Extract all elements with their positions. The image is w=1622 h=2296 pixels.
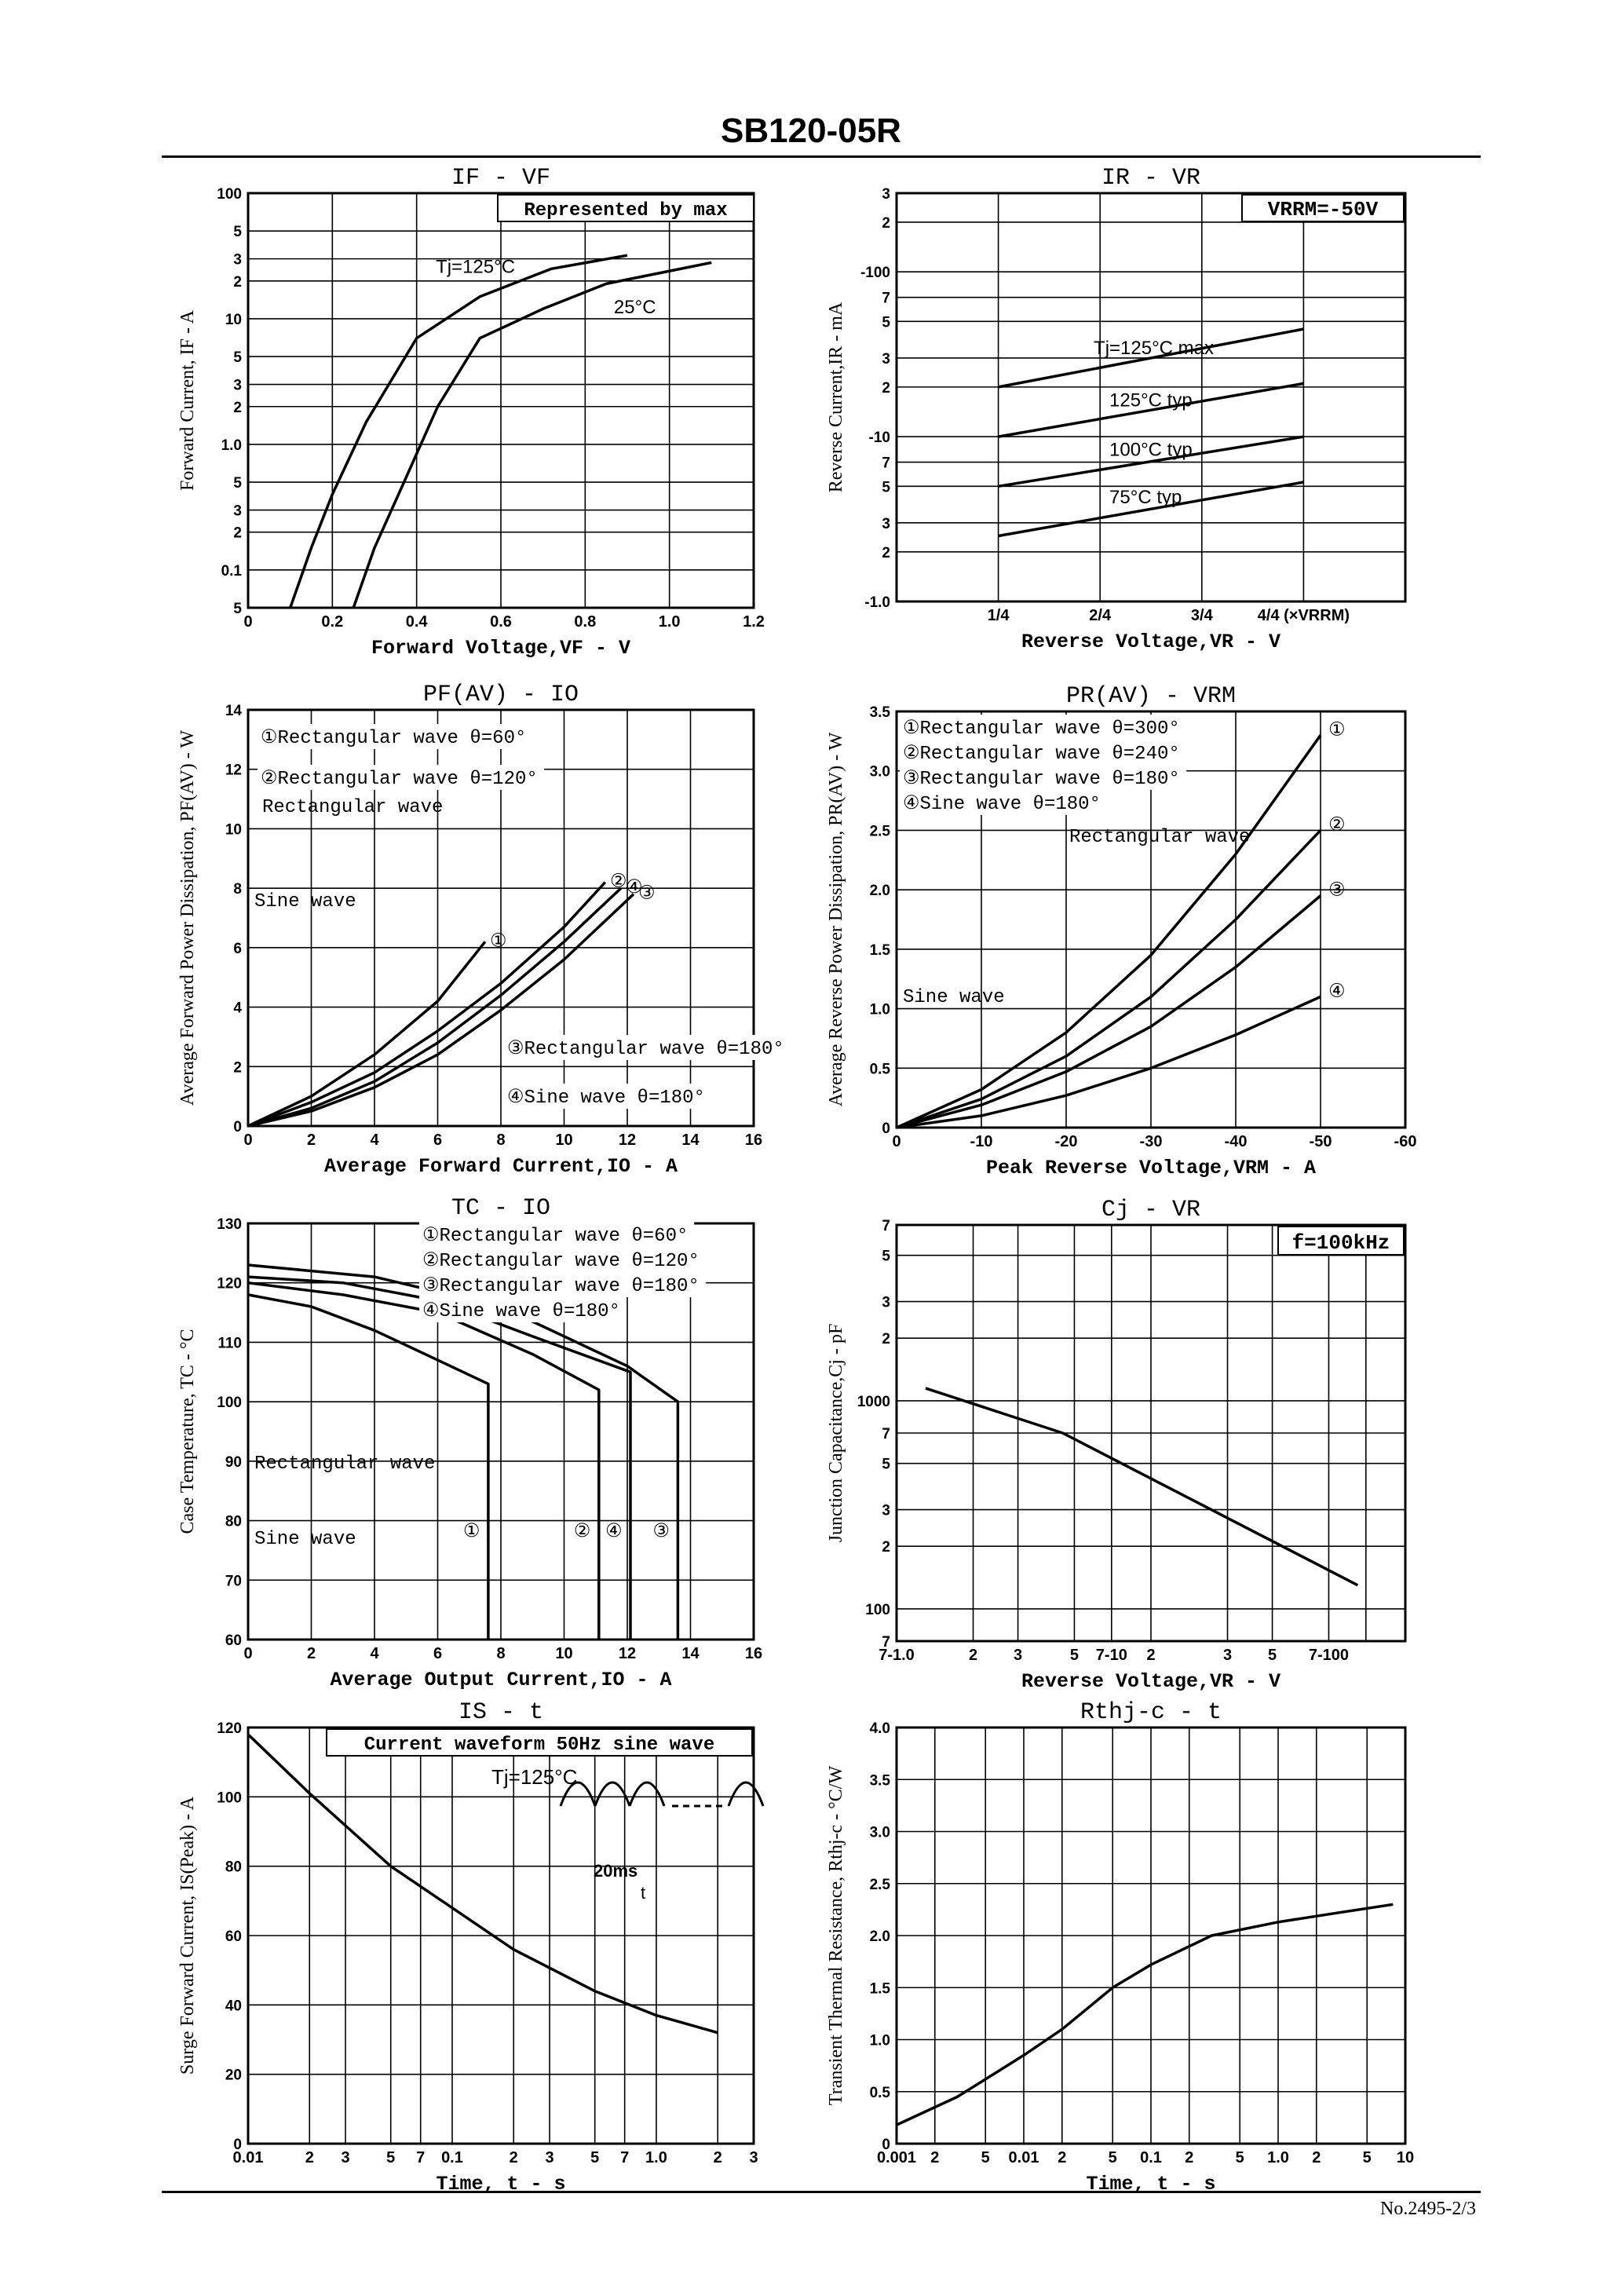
page-title: SB120-05R (721, 112, 901, 150)
x-tick-label: 6 (433, 1645, 443, 1662)
x-tick-label: 2 (1146, 1647, 1156, 1664)
y-tick-label: 3 (233, 251, 242, 269)
x-tick-label: 0 (892, 1133, 901, 1150)
y-tick-label: 3 (882, 1294, 890, 1311)
annotation-box-label: Current waveform 50Hz sine wave (363, 1735, 715, 1756)
annotation-box-label: f=100kHz (1291, 1231, 1390, 1255)
series-label: 100°C typ (1109, 439, 1193, 461)
series-label: ③ (1328, 879, 1346, 901)
y-tick-label: 120 (217, 1720, 242, 1737)
x-tick-label: 7-10 (1095, 1647, 1127, 1664)
series-label: ① (1328, 718, 1346, 740)
x-tick-label: -60 (1394, 1133, 1417, 1150)
x-tick-label: 3 (545, 2149, 554, 2166)
series-label: 125°C typ (1109, 389, 1193, 411)
y-tick-label: 3 (882, 1502, 890, 1519)
y-tick-label: 5 (233, 475, 242, 492)
series-label: 25°C (613, 297, 656, 319)
document-number: No.2495-2/3 (1380, 2199, 1476, 2219)
y-tick-label: 3.5 (869, 704, 890, 721)
series-label: 75°C typ (1109, 487, 1182, 509)
y-axis-label: Forward Current, IF - A (177, 310, 198, 491)
annotation-tj: Tj=125°C (491, 1765, 578, 1789)
legend-entry: ②Rectangular wave θ=240° (903, 744, 1180, 765)
x-tick-label: 0.6 (490, 613, 512, 631)
x-axis-label: Average Output Current,IO - A (330, 1669, 672, 1691)
x-tick-label: 1.0 (658, 613, 681, 631)
plot-area (177, 1699, 763, 2195)
plot-area (177, 1195, 762, 1691)
legend-entry: ③Rectangular wave θ=180° (903, 769, 1180, 790)
x-tick-label: 0 (243, 613, 253, 631)
legend-entry: ①Rectangular wave θ=300° (903, 718, 1180, 740)
annotation-sine-wave: Sine wave (254, 891, 356, 912)
x-axis-label: Reverse Voltage,VR - V (1021, 1670, 1281, 1693)
y-axis-label: Average Reverse Power Dissipation, PR(AV) - W (826, 732, 846, 1107)
y-tick-label: 80 (225, 1513, 242, 1530)
x-axis-label: Time, t - s (1086, 2173, 1216, 2195)
series-label: ② (573, 1520, 591, 1542)
x-tick-label: 3 (1014, 1647, 1023, 1664)
annotation-rectangular-wave: Rectangular wave (1069, 827, 1251, 848)
legend-entry: ②Rectangular wave θ=120° (422, 1251, 700, 1272)
plot-area (826, 683, 1416, 1179)
y-tick-label: 2 (882, 1331, 890, 1348)
y-tick-label: 0.5 (869, 1061, 890, 1078)
y-tick-label: 1.0 (869, 1001, 890, 1018)
y-tick-label: 3 (882, 515, 890, 532)
annotation-rectangular-wave: Rectangular wave (254, 1453, 436, 1475)
y-tick-label: 0 (882, 1121, 890, 1137)
waveform-hump (630, 1782, 664, 1806)
y-tick-label: 2 (882, 214, 890, 232)
chart-cj-vr (818, 1190, 1452, 1696)
x-tick-label: -40 (1224, 1133, 1248, 1150)
y-tick-label: 100 (217, 1790, 242, 1807)
x-tick-label: 0.4 (405, 613, 428, 631)
y-tick-label: -1.0 (864, 594, 890, 611)
y-tick-label: 1.5 (869, 941, 890, 959)
y-tick-label: 20 (225, 2067, 242, 2084)
x-tick-label: 0.001 (876, 2149, 917, 2166)
y-tick-label: -100 (860, 265, 890, 282)
x-tick-label: 12 (618, 1645, 637, 1662)
series-label: ③ (652, 1520, 670, 1542)
x-tick-label: 0.8 (574, 613, 597, 631)
y-tick-label: 2.5 (869, 1876, 890, 1893)
y-tick-label: 5 (233, 224, 242, 241)
y-tick-label: 1.0 (221, 437, 242, 454)
y-tick-label: 100 (865, 1601, 890, 1618)
x-tick-label: 1.2 (743, 613, 765, 631)
x-tick-label: 3 (1222, 1647, 1233, 1664)
y-tick-label: 0 (233, 1119, 242, 1135)
y-tick-label: 60 (225, 1929, 242, 1945)
x-tick-label: 4/4 (×VRRM) (1257, 607, 1350, 624)
y-axis-label: Junction Capacitance,Cj - pF (826, 1323, 846, 1543)
x-tick-label: 12 (618, 1132, 637, 1149)
chart-pfav-io (170, 675, 801, 1181)
y-tick-label: 5 (882, 1456, 890, 1473)
x-tick-label: 2 (1058, 2149, 1067, 2166)
legend-entry: ④Sine wave θ=180° (422, 1301, 620, 1322)
x-tick-label: 0 (243, 1645, 253, 1662)
y-tick-label: 4 (233, 1000, 242, 1017)
x-tick-label: 2 (306, 1132, 316, 1149)
series-label: ① (489, 930, 507, 952)
y-tick-label: 100 (217, 1395, 242, 1412)
chart-title: Rthj-c - t (1080, 1699, 1222, 1726)
series-line-if-vf (353, 262, 711, 608)
x-tick-label: 0.2 (321, 613, 344, 631)
x-tick-label: 10 (555, 1132, 573, 1149)
y-axis-label: Case Temperature, TC - °C (177, 1329, 198, 1534)
chart-title: PF(AV) - IO (422, 682, 579, 708)
waveform-hump (729, 1782, 763, 1806)
y-tick-label: 0 (233, 2137, 242, 2153)
y-tick-label: 2 (233, 525, 242, 542)
y-tick-label: 2.0 (869, 883, 890, 900)
y-tick-label: 7 (882, 1634, 890, 1651)
y-tick-label: 3 (233, 503, 242, 520)
x-tick-label: 2 (305, 2149, 314, 2166)
series-line-prav-vrm (897, 996, 1321, 1128)
plot-area (177, 165, 765, 660)
annotation-sine-wave: Sine wave (903, 987, 1005, 1008)
y-tick-label: 60 (225, 1632, 242, 1649)
y-tick-label: 40 (225, 1998, 242, 2015)
legend-entry: ①Rectangular wave θ=60° (422, 1226, 689, 1247)
plot-area (177, 682, 791, 1178)
x-tick-label: 8 (496, 1645, 506, 1662)
series-label: ④ (625, 876, 643, 898)
chart-tc-io (170, 1189, 801, 1695)
y-tick-label: 2 (882, 1539, 890, 1556)
top-rule (162, 155, 1481, 158)
x-tick-label: 1/4 (987, 607, 1010, 624)
x-tick-label: 2 (1185, 2149, 1194, 2166)
chart-title: IF - VF (451, 165, 551, 192)
plot-area (826, 1197, 1405, 1693)
y-tick-label: 5 (882, 314, 890, 331)
x-tick-label: -10 (970, 1133, 993, 1150)
y-tick-label: 5 (233, 601, 242, 617)
x-tick-label: -50 (1309, 1133, 1332, 1150)
legend-entry: ②Rectangular wave θ=120° (261, 769, 538, 790)
x-tick-label: 14 (681, 1645, 700, 1662)
y-tick-label: 0.1 (221, 562, 242, 579)
y-tick-label: 2 (233, 399, 242, 416)
x-tick-label: 2 (306, 1645, 316, 1662)
y-axis-label: Reverse Current,IR - mA (826, 302, 846, 493)
y-tick-label: 1000 (857, 1393, 890, 1410)
chart-ir-vr (818, 159, 1452, 656)
annotation-t: t (641, 1883, 646, 1903)
y-tick-label: 1.0 (869, 2032, 890, 2049)
x-tick-label: 10 (555, 1645, 573, 1662)
y-tick-label: 0.5 (869, 2084, 890, 2101)
annotation-box-label: VRRM=-50V (1267, 198, 1379, 221)
y-axis-label: Surge Forward Current, IS(Peak) - A (177, 1796, 198, 2075)
x-tick-label: 0.1 (441, 2149, 463, 2166)
x-axis-label: Reverse Voltage,VR - V (1021, 631, 1281, 653)
y-tick-label: 7 (882, 455, 890, 472)
x-tick-label: 2 (968, 1647, 978, 1664)
x-tick-label: 2 (509, 2149, 518, 2166)
series-line-if-vf (290, 255, 627, 608)
x-tick-label: 3 (749, 2149, 758, 2166)
y-tick-label: 3 (882, 186, 890, 203)
y-tick-label: 3 (882, 350, 890, 367)
x-axis-label: Forward Voltage,VF - V (371, 637, 631, 660)
y-tick-label: 80 (225, 1859, 242, 1876)
x-tick-label: 10 (1396, 2149, 1415, 2166)
x-tick-label: 1.0 (1267, 2149, 1289, 2166)
x-tick-label: 7 (620, 2149, 630, 2166)
x-tick-label: 3/4 (1190, 607, 1213, 624)
series-label: ② (1328, 813, 1346, 835)
series-label: Tj=125°C (436, 256, 516, 278)
y-tick-label: 2 (233, 1059, 242, 1077)
y-tick-label: 2 (233, 273, 242, 291)
x-tick-label: 0.01 (232, 2149, 264, 2166)
legend-entry: ③Rectangular wave θ=180° (422, 1276, 700, 1297)
legend-entry: ④Sine wave θ=180° (507, 1088, 705, 1109)
y-tick-label: 2 (882, 379, 890, 397)
x-tick-label: 7 (416, 2149, 426, 2166)
x-tick-label: 0.01 (1008, 2149, 1039, 2166)
y-tick-label: 12 (225, 762, 242, 779)
x-tick-label: 5 (1362, 2149, 1372, 2166)
x-tick-label: 1.0 (645, 2149, 667, 2166)
legend-entry: ④Sine wave θ=180° (903, 794, 1101, 815)
y-tick-label: 5 (882, 1248, 890, 1265)
x-tick-label: 5 (1235, 2149, 1244, 2166)
series-label: ② (609, 870, 627, 892)
x-tick-label: 16 (744, 1132, 763, 1149)
y-tick-label: 8 (233, 881, 242, 898)
y-tick-label: 14 (225, 703, 242, 719)
y-tick-label: 3.0 (869, 763, 890, 781)
y-tick-label: 10 (225, 821, 242, 839)
x-tick-label: 5 (1108, 2149, 1117, 2166)
x-tick-label: 0.1 (1140, 2149, 1162, 2166)
y-tick-label: 2.5 (869, 823, 890, 840)
series-label: ③ (638, 882, 656, 904)
y-tick-label: 7 (882, 290, 890, 307)
x-tick-label: 3 (341, 2149, 350, 2166)
legend-entry: ①Rectangular wave θ=60° (261, 728, 527, 749)
y-tick-label: 5 (233, 349, 242, 367)
x-tick-label: 5 (590, 2149, 600, 2166)
plot-area (826, 165, 1405, 653)
x-tick-label: 7-100 (1308, 1647, 1350, 1664)
x-tick-label: 2/4 (1089, 607, 1112, 624)
x-tick-label: 2 (930, 2149, 940, 2166)
series-line-prav-vrm (897, 896, 1321, 1128)
legend-entry: ③Rectangular wave θ=180° (507, 1039, 784, 1060)
y-axis-label: Average Forward Power Dissipation, PF(AV) - W (177, 730, 198, 1106)
x-tick-label: 5 (981, 2149, 990, 2166)
x-tick-label: 8 (496, 1132, 506, 1149)
y-tick-label: 10 (225, 311, 242, 328)
y-tick-label: 130 (217, 1216, 242, 1233)
y-tick-label: 4.0 (869, 1720, 890, 1737)
x-axis-label: Average Forward Current,IO - A (323, 1155, 678, 1178)
x-axis-label: Peak Reverse Voltage,VRM - A (985, 1157, 1317, 1179)
x-axis-label: Time, t - s (436, 2173, 566, 2195)
x-tick-label: 5 (1069, 1647, 1080, 1664)
x-tick-label: 5 (1268, 1647, 1277, 1664)
y-tick-label: 5 (882, 479, 890, 496)
x-tick-label: 16 (744, 1645, 763, 1662)
chart-if-vf (170, 159, 801, 663)
y-axis-label: Transient Thermal Resistance, Rthj-c - °C/W (826, 1765, 846, 2106)
annotation-rectangular-wave: Rectangular wave (262, 797, 444, 818)
annotation-sine-wave: Sine wave (254, 1529, 356, 1550)
y-tick-label: 7 (882, 1218, 890, 1234)
y-tick-label: 100 (217, 186, 242, 203)
series-label: ④ (1328, 980, 1346, 1002)
y-tick-label: 0 (882, 2137, 890, 2153)
series-label: Tj=125°C max (1094, 338, 1215, 360)
x-tick-label: 0 (243, 1132, 253, 1149)
x-tick-label: 2 (713, 2149, 722, 2166)
x-tick-label: -30 (1139, 1133, 1163, 1150)
chart-title: Cj - VR (1101, 1197, 1201, 1223)
y-tick-label: 2 (882, 544, 890, 561)
chart-prav-vrm (818, 677, 1452, 1183)
series-label: ④ (605, 1520, 623, 1542)
series-label: ① (462, 1520, 480, 1542)
x-tick-label: 6 (433, 1132, 443, 1149)
chart-title: PR(AV) - VRM (1065, 683, 1237, 710)
y-tick-label: 6 (233, 940, 242, 957)
series-line-cj-vr (926, 1388, 1358, 1585)
chart-title: IR - VR (1101, 165, 1201, 192)
y-tick-label: 1.5 (869, 1980, 890, 1998)
chart-is-t (170, 1693, 801, 2199)
x-tick-label: 5 (386, 2149, 396, 2166)
y-tick-label: 2.0 (869, 1929, 890, 1945)
x-tick-label: 2 (1312, 2149, 1321, 2166)
x-tick-label: 14 (681, 1132, 700, 1149)
x-tick-label: 7-1.0 (879, 1647, 915, 1664)
chart-rth-t (818, 1693, 1452, 2199)
annotation-20ms: 20ms (594, 1861, 638, 1881)
y-tick-label: 120 (217, 1275, 242, 1292)
chart-title: IS - t (458, 1699, 544, 1726)
y-tick-label: 70 (225, 1573, 242, 1590)
x-tick-label: 4 (370, 1645, 379, 1662)
y-tick-label: 3 (233, 377, 242, 394)
y-tick-label: 7 (882, 1426, 890, 1442)
plot-area (826, 1699, 1414, 2195)
y-tick-label: -10 (868, 430, 890, 447)
y-tick-label: 3.0 (869, 1824, 890, 1841)
y-tick-label: 90 (225, 1453, 242, 1471)
x-tick-label: 4 (370, 1132, 379, 1149)
y-tick-label: 110 (217, 1335, 242, 1352)
y-tick-label: 3.5 (869, 1772, 890, 1790)
x-tick-label: -20 (1054, 1133, 1078, 1150)
series-line-is-t (248, 1735, 718, 2033)
annotation-box-label: Represented by max (524, 200, 728, 221)
chart-title: TC - IO (451, 1195, 551, 1222)
